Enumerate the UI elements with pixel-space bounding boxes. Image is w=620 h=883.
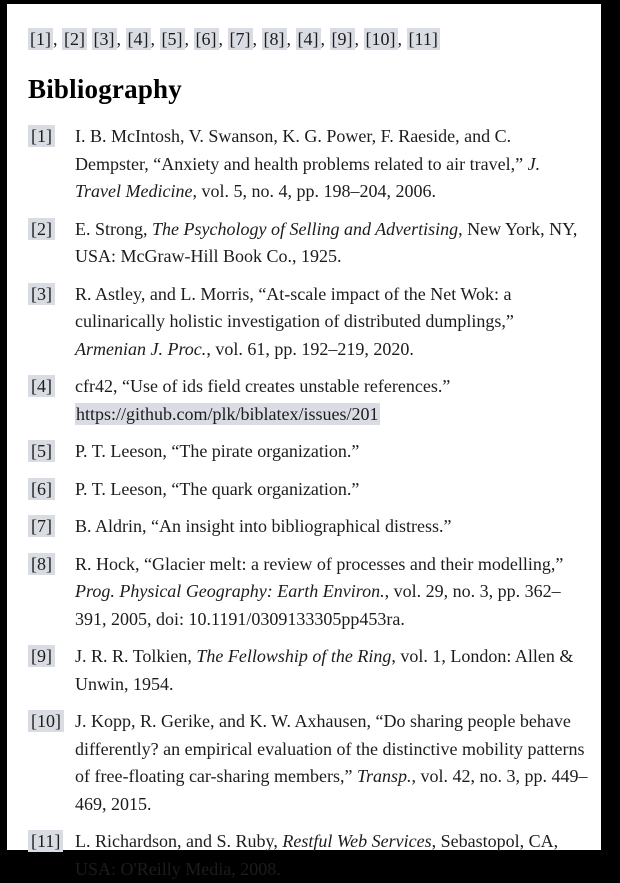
entry-number: [4] bbox=[28, 375, 55, 397]
entry-text bbox=[75, 216, 589, 271]
entry-url-link[interactable]: https://github.com/plk/biblatex/issues/201 bbox=[76, 403, 379, 424]
citation-separator: , bbox=[218, 29, 228, 49]
bibliography-entry bbox=[28, 438, 589, 466]
citation-separator: , bbox=[252, 29, 262, 49]
entry-text-segment: , New York, NY, USA: McGraw-Hill Book Co., 1925. bbox=[75, 218, 578, 266]
entry-text-segment: J. Kopp, R. Gerike, and K. W. Axhausen, “Do sharing people behave differently? an empirical evaluation of the distinctive mobility patterns of free-floating car-sharing members,” bbox=[75, 711, 585, 786]
entry-text-segment: R. Hock, “Glacier melt: a review of processes and their modelling,” bbox=[75, 553, 564, 574]
bibliography-heading: Bibliography bbox=[28, 74, 182, 104]
entry-label bbox=[28, 828, 75, 856]
entry-text-segment: B. Aldrin, “An insight into bibliographical distress.” bbox=[75, 516, 452, 536]
bibliography-entry bbox=[28, 123, 589, 206]
citation-ref-link[interactable]: [10] bbox=[365, 29, 396, 49]
entry-text bbox=[75, 438, 589, 466]
citation-ref-link[interactable]: [8] bbox=[263, 29, 285, 49]
bibliography-entry bbox=[28, 708, 589, 818]
entry-label bbox=[28, 551, 75, 579]
entry-label bbox=[28, 438, 75, 466]
entry-number: [7] bbox=[28, 515, 55, 537]
citation-line bbox=[28, 26, 589, 53]
entry-number: [2] bbox=[28, 218, 55, 240]
entry-title-italic: J. Travel Medicine bbox=[75, 153, 541, 201]
entry-text-segment: P. T. Leeson, “The quark organization.” bbox=[75, 478, 360, 499]
bibliography-list bbox=[28, 123, 589, 883]
citation-ref-link[interactable]: [1] bbox=[30, 29, 51, 49]
bibliography-entry bbox=[28, 476, 589, 504]
entry-text bbox=[75, 643, 589, 698]
entry-title-italic: Transp. bbox=[357, 766, 412, 786]
entry-number: [6] bbox=[28, 478, 55, 500]
entry-title-italic: The Psychology of Selling and Advertising bbox=[152, 218, 459, 239]
entry-text-segment: P. T. Leeson, “The pirate organization.” bbox=[75, 441, 360, 461]
citation-separator: , bbox=[184, 29, 194, 49]
citation-separator: , bbox=[150, 29, 160, 49]
citation-ref-link[interactable]: [7] bbox=[229, 29, 251, 49]
entry-number: [10] bbox=[28, 710, 64, 732]
document-page bbox=[7, 4, 601, 879]
entry-label bbox=[28, 373, 75, 401]
entry-text-segment: , Sebastopol, CA, USA: O'Reilly Media, 2008. bbox=[75, 831, 559, 879]
bibliography-entry bbox=[28, 643, 589, 698]
citation-ref-link[interactable]: [3] bbox=[93, 29, 115, 49]
entry-text bbox=[75, 123, 589, 206]
entry-text-segment: , vol. 29, no. 3, pp. 362–391, 2005, doi: 10.1191/0309133305pp453ra. bbox=[75, 581, 561, 629]
entry-label bbox=[28, 281, 75, 309]
citation-separator bbox=[87, 29, 92, 49]
entry-label bbox=[28, 123, 75, 151]
citation-separator: , bbox=[354, 29, 364, 49]
citation-separator: , bbox=[286, 29, 296, 49]
entry-number: [8] bbox=[28, 553, 55, 575]
entry-text-segment: , vol. 42, no. 3, pp. 449–469, 2015. bbox=[75, 766, 588, 814]
bibliography-entry bbox=[28, 373, 589, 428]
bibliography-entry bbox=[28, 828, 589, 883]
entry-text bbox=[75, 708, 589, 818]
entry-title-italic: The Fellowship of the Ring bbox=[196, 646, 392, 666]
entry-text bbox=[75, 828, 589, 883]
citation-separator: , bbox=[53, 29, 62, 49]
citation-separator: , bbox=[116, 29, 126, 49]
entry-title-italic: Armenian J. Proc. bbox=[75, 338, 207, 359]
citation-ref-link[interactable]: [2] bbox=[64, 29, 85, 49]
entry-label bbox=[28, 513, 75, 541]
entry-text bbox=[75, 373, 589, 428]
citation-ref-link[interactable]: [6] bbox=[195, 29, 217, 49]
citation-separator: , bbox=[320, 29, 330, 49]
citation-ref-link[interactable]: [9] bbox=[331, 29, 353, 49]
entry-text-segment: R. Astley, and L. Morris, “At-scale impact of the Net Wok: a culinarically holistic investigation of distributed dumplings,” bbox=[75, 283, 514, 331]
entry-text-segment: , vol. 1, London: Allen & Unwin, 1954. bbox=[75, 646, 574, 694]
entry-label bbox=[28, 708, 75, 736]
entry-label bbox=[28, 643, 75, 671]
citation-ref-link[interactable]: [11] bbox=[408, 29, 438, 49]
entry-text-segment: I. B. McIntosh, V. Swanson, K. G. Power, F. Raeside, and C. Dempster, “Anxiety and health problems related to air travel,” bbox=[75, 126, 528, 174]
entry-text bbox=[75, 551, 589, 634]
citation-ref-link[interactable]: [4] bbox=[127, 29, 149, 49]
bibliography-entry bbox=[28, 281, 589, 364]
page-content bbox=[7, 4, 601, 883]
citation-separator: , bbox=[397, 29, 407, 49]
entry-text-segment: L. Richardson, and S. Ruby, bbox=[75, 831, 283, 851]
entry-text-segment: cfr42, “Use of ids field creates unstable references.” bbox=[75, 376, 451, 396]
entry-text-segment: , vol. 5, no. 4, pp. 198–204, 2006. bbox=[192, 181, 436, 201]
bibliography-entry bbox=[28, 216, 589, 271]
entry-title-italic: Prog. Physical Geography: Earth Environ. bbox=[75, 581, 385, 601]
entry-number: [9] bbox=[28, 645, 55, 667]
entry-number: [3] bbox=[28, 283, 55, 305]
entry-text bbox=[75, 281, 589, 364]
entry-number: [5] bbox=[28, 440, 55, 462]
entry-title-italic: Restful Web Services bbox=[282, 831, 432, 851]
bibliography-entry bbox=[28, 513, 589, 541]
citation-ref-link[interactable]: [4] bbox=[297, 29, 319, 49]
entry-text-segment: E. Strong, bbox=[75, 218, 153, 239]
entry-number: [1] bbox=[28, 125, 55, 147]
bibliography-entry bbox=[28, 551, 589, 634]
entry-label bbox=[28, 216, 75, 244]
entry-number: [11] bbox=[28, 830, 63, 852]
entry-text-segment: J. R. R. Tolkien, bbox=[75, 646, 197, 666]
entry-text bbox=[75, 513, 589, 541]
entry-text-segment: , vol. 61, pp. 192–219, 2020. bbox=[206, 338, 414, 359]
citation-ref-link[interactable]: [5] bbox=[161, 29, 183, 49]
entry-label bbox=[28, 476, 75, 504]
entry-text bbox=[75, 476, 589, 504]
